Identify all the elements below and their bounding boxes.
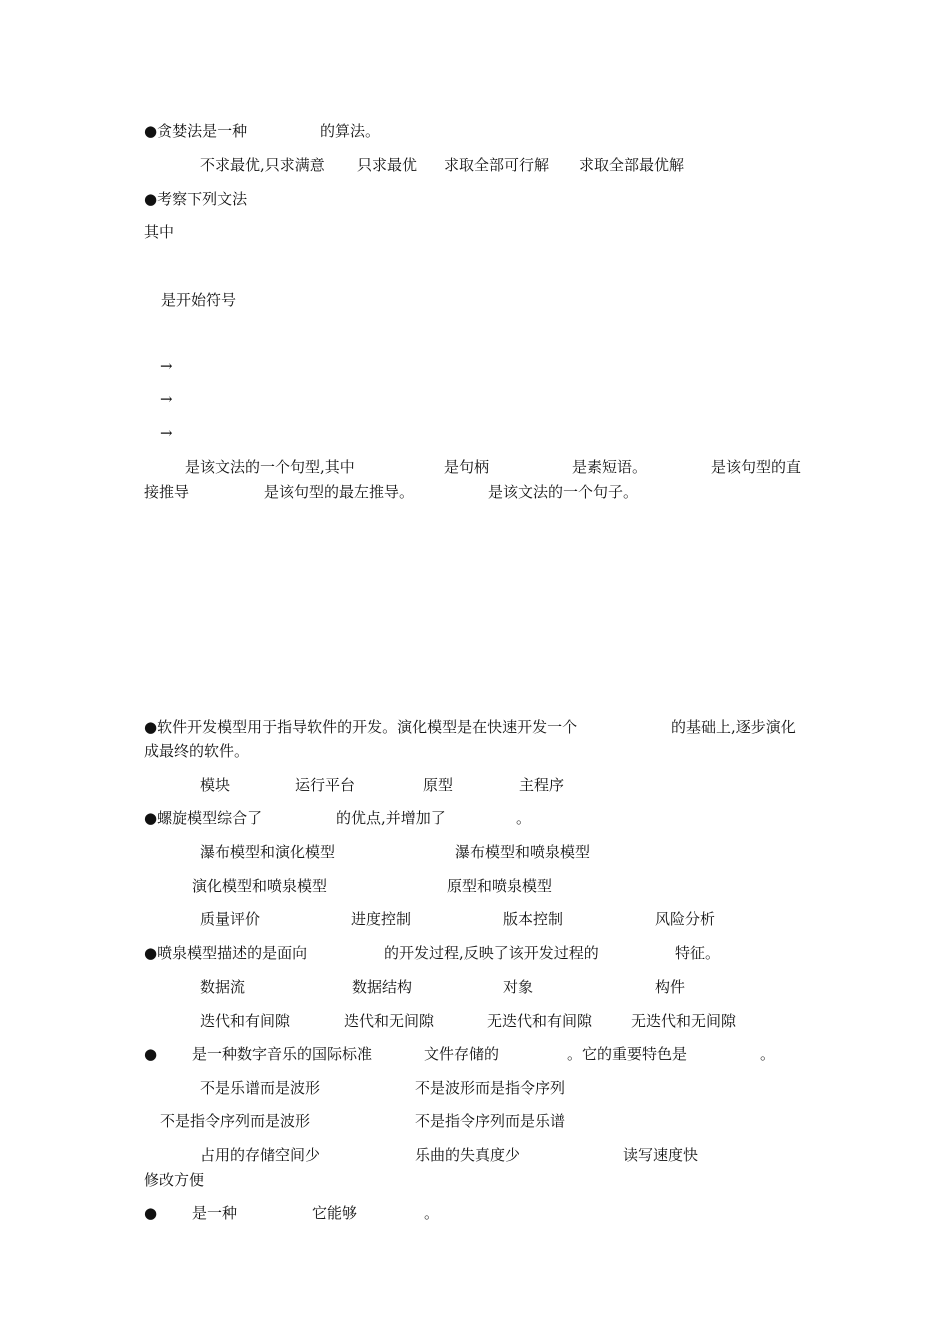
q4-stem-middle: 的优点,并增加了 <box>336 809 446 827</box>
q5-option1-a: 数据流 <box>200 978 246 996</box>
q4-option1-d: 原型和喷泉模型 <box>447 877 553 895</box>
q2-para1-a: 是该文法的一个句型,其中 <box>185 458 355 476</box>
q6-stem-a: 是一种数字音乐的国际标准 <box>192 1045 373 1063</box>
q6-option1-c: 不是指令序列而是波形 <box>160 1112 311 1130</box>
q6-option1-a: 不是乐谱而是波形 <box>200 1079 321 1097</box>
q4-option2-d: 风险分析 <box>655 910 716 928</box>
q2-para2-a: 接推导 <box>144 483 190 501</box>
q6-option2-d: 修改方便 <box>144 1171 205 1189</box>
q2-para2-c: 是该文法的一个句子。 <box>488 483 639 501</box>
q3-stem-start: ●软件开发模型用于指导软件的开发。演化模型是在快速开发一个 <box>144 718 578 736</box>
q3-stem-line2: 成最终的软件。 <box>144 742 250 760</box>
q6-option1-d: 不是指令序列而是乐谱 <box>415 1112 566 1130</box>
q2-para1-d: 是该句型的直 <box>711 458 802 476</box>
q6-option2-b: 乐曲的失真度少 <box>415 1146 521 1164</box>
q1-stem-end: 的算法。 <box>320 122 381 140</box>
q3-option-d: 主程序 <box>519 776 565 794</box>
q5-stem-start: ●喷泉模型描述的是面向 <box>144 944 308 962</box>
q2-para2-b: 是该句型的最左推导。 <box>264 483 415 501</box>
q5-stem-middle: 的开发过程,反映了该开发过程的 <box>384 944 599 962</box>
q3-option-b: 运行平台 <box>295 776 356 794</box>
q2-arrow-1: → <box>160 357 173 375</box>
q4-option2-a: 质量评价 <box>200 910 261 928</box>
q3-stem-end: 的基础上,逐步演化 <box>671 718 796 736</box>
q5-stem-end: 特征。 <box>675 944 721 962</box>
q1-option-b: 只求最优 <box>357 156 418 174</box>
q6-stem-b: 文件存储的 <box>424 1045 500 1063</box>
q2-start-symbol: 是开始符号 <box>161 291 237 309</box>
q2-arrow-3: → <box>160 424 173 442</box>
q2-arrow-2: → <box>160 390 173 408</box>
q2-stem: ●考察下列文法 <box>144 190 248 208</box>
q5-option1-d: 构件 <box>655 978 686 996</box>
q7-bullet: ● <box>144 1204 158 1222</box>
q3-option-a: 模块 <box>200 776 231 794</box>
q5-option2-d: 无迭代和无间隙 <box>631 1012 737 1030</box>
q1-option-c: 求取全部可行解 <box>444 156 550 174</box>
q4-option2-b: 进度控制 <box>351 910 412 928</box>
q4-option1-c: 演化模型和喷泉模型 <box>192 877 328 895</box>
q3-option-c: 原型 <box>423 776 454 794</box>
q7-stem-a: 是一种 <box>192 1204 238 1222</box>
q2-para1-b: 是句柄 <box>444 458 490 476</box>
q1-option-a: 不求最优,只求满意 <box>200 156 325 174</box>
q7-stem-b: 它能够 <box>312 1204 358 1222</box>
q4-option2-c: 版本控制 <box>503 910 564 928</box>
q6-bullet: ● <box>144 1045 158 1063</box>
q4-option1-a: 瀑布模型和演化模型 <box>200 843 336 861</box>
q6-option1-b: 不是波形而是指令序列 <box>415 1079 566 1097</box>
q5-option2-a: 迭代和有间隙 <box>200 1012 291 1030</box>
q6-stem-c: 。它的重要特色是 <box>567 1045 688 1063</box>
q1-option-d: 求取全部最优解 <box>579 156 685 174</box>
q4-stem-end: 。 <box>516 809 532 827</box>
q5-option2-c: 无迭代和有间隙 <box>487 1012 593 1030</box>
q6-stem-d: 。 <box>760 1045 776 1063</box>
q2-para1-c: 是素短语。 <box>572 458 648 476</box>
q6-option2-a: 占用的存储空间少 <box>200 1146 321 1164</box>
q1-stem-start: ●贪婪法是一种 <box>144 122 248 140</box>
q5-option1-b: 数据结构 <box>352 978 413 996</box>
q4-stem-start: ●螺旋模型综合了 <box>144 809 263 827</box>
q5-option2-b: 迭代和无间隙 <box>344 1012 435 1030</box>
q5-option1-c: 对象 <box>503 978 534 996</box>
q4-option1-b: 瀑布模型和喷泉模型 <box>455 843 591 861</box>
q6-option2-c: 读写速度快 <box>623 1146 699 1164</box>
q2-qizhong: 其中 <box>144 223 175 241</box>
q7-stem-c: 。 <box>424 1204 440 1222</box>
